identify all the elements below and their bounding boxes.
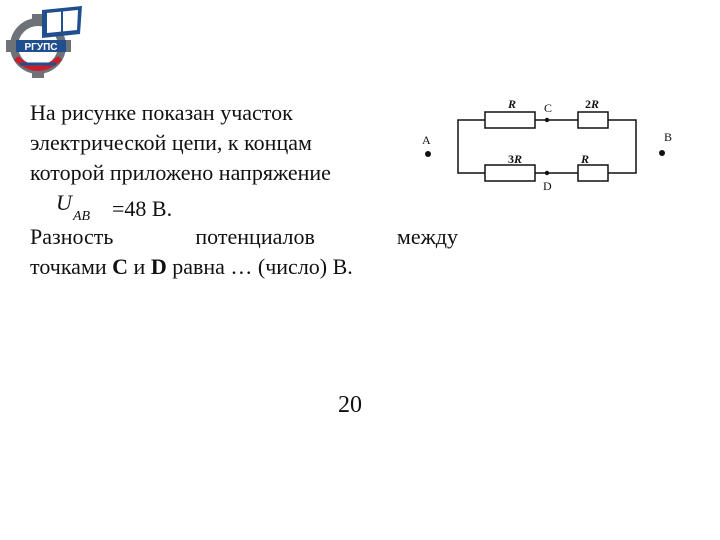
problem-line-6 bbox=[30, 252, 458, 282]
terminal-b-label: B bbox=[664, 130, 673, 144]
resistor-top-left bbox=[485, 112, 535, 128]
resistor-bottom-left bbox=[485, 165, 535, 181]
resistor-bottom-right bbox=[578, 165, 608, 181]
right-wire bbox=[608, 120, 636, 173]
logo-text: РГУПС bbox=[24, 42, 58, 53]
node-c-dot bbox=[545, 118, 549, 122]
point-d-label: D bbox=[150, 254, 167, 279]
node-d-dot bbox=[545, 171, 549, 175]
problem-line-1: На рисунке показан участок bbox=[30, 100, 293, 125]
resistor-top-right bbox=[578, 112, 608, 128]
voltage-symbol: U bbox=[56, 190, 72, 215]
circuit-diagram bbox=[410, 90, 690, 205]
line6-part2: равна … (число) В. bbox=[166, 254, 353, 279]
point-c-label: C bbox=[112, 254, 129, 279]
terminal-a-dot bbox=[425, 151, 431, 157]
word-3: между bbox=[396, 224, 458, 249]
node-c-label: C bbox=[544, 101, 553, 115]
terminal-a-label: A bbox=[422, 133, 431, 147]
left-wire bbox=[458, 120, 485, 173]
label-top-left: R bbox=[507, 97, 517, 111]
answer-value: 20 bbox=[338, 392, 362, 418]
terminal-b-dot bbox=[659, 150, 665, 156]
problem-line-2: электрической цепи, к концам bbox=[30, 130, 312, 155]
voltage-line bbox=[30, 188, 458, 222]
label-bottom-right: R bbox=[580, 152, 590, 166]
book-icon bbox=[42, 6, 82, 38]
problem-line-5 bbox=[30, 222, 458, 252]
problem-text bbox=[30, 98, 458, 282]
voltage-subscript: AB bbox=[73, 209, 91, 224]
problem-line-3: которой приложено напряжение bbox=[30, 160, 331, 185]
line6-and: и bbox=[128, 254, 151, 279]
word-2: потенциалов bbox=[195, 224, 315, 249]
label-top-right: 2R bbox=[584, 97, 600, 111]
node-d-label: D bbox=[543, 179, 552, 193]
line6-part1: точками bbox=[30, 254, 113, 279]
rgups-logo bbox=[2, 2, 86, 86]
word-1: Разность bbox=[30, 224, 114, 249]
voltage-value: =48 В. bbox=[112, 196, 173, 221]
label-bottom-left: 3R bbox=[507, 152, 523, 166]
